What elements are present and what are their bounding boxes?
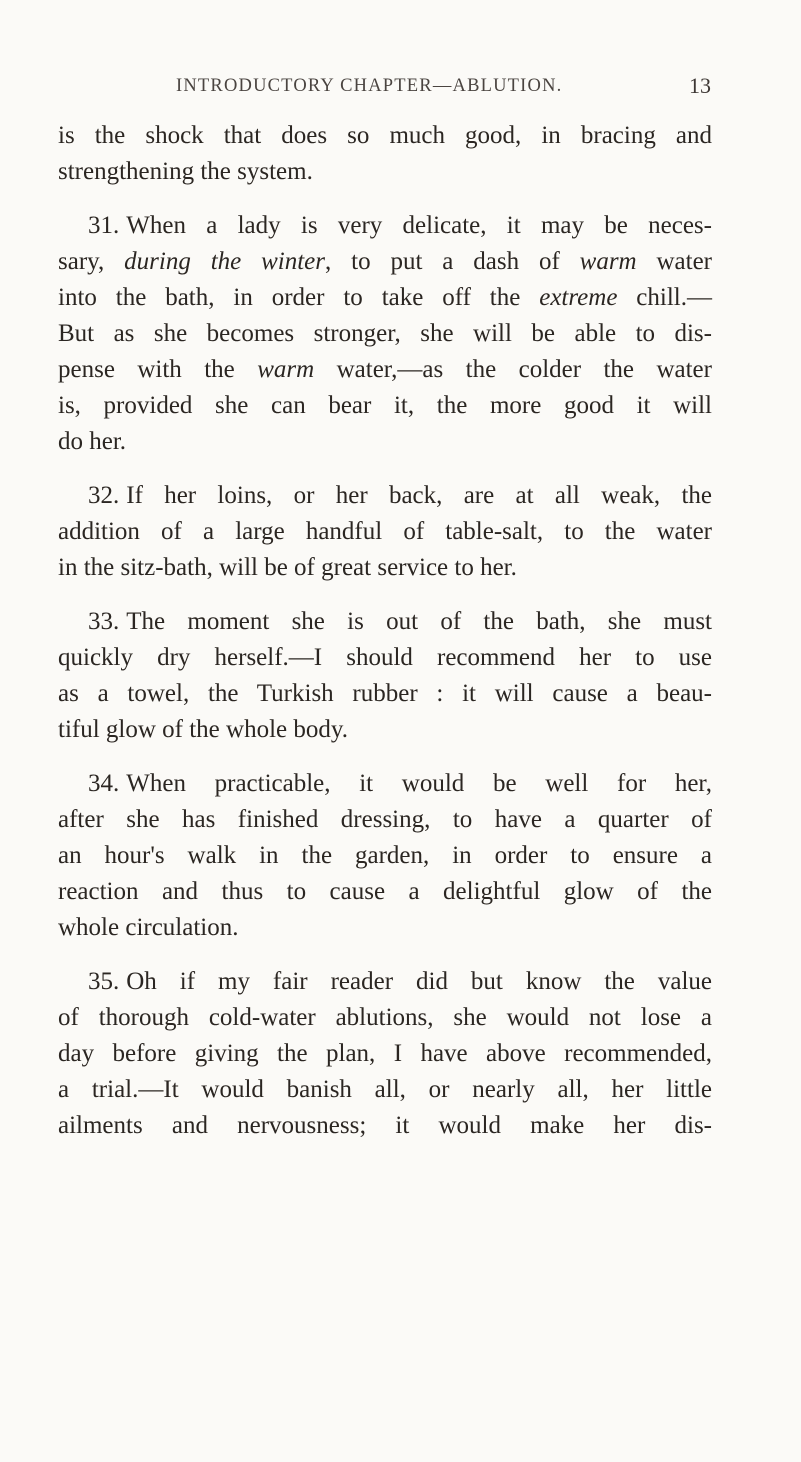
text-line: of thorough cold-water ablutions, she would not lose a [58,1004,712,1031]
text-line: ailments and nervousness; it would make her dis- [58,1112,712,1139]
paragraph-continuation [58,118,712,190]
running-head [0,73,801,106]
paragraph-31 [58,208,712,460]
paragraph-number: 33. [88,608,120,635]
text-line: addition of a large handful of table-salt, to the water [58,518,712,545]
text-line: whole circulation. [58,914,239,941]
text-line: an hour's walk in the garden, in order to ensure a [58,842,712,869]
text-line: 35. Oh if my fair reader did but know the value [88,968,712,995]
paragraph-32 [58,478,712,586]
text-line: 32. If her loins, or her back, are at all weak, the [88,482,712,509]
paragraph-number: 35. [88,968,120,995]
text-line: a trial.—It would banish all, or nearly all, her little [58,1076,712,1103]
text-line: day before giving the plan, I have above recommended, [58,1040,712,1067]
paragraph-33 [58,604,712,748]
running-title: INTRODUCTORY CHAPTER—ABLUTION. [176,76,563,96]
text-line: pense with the warm water,—as the colder the water [58,356,712,383]
paragraph-35 [58,964,712,1144]
text-line: sary, during the winter, to put a dash of warm water [58,248,712,275]
paragraph-number: 34. [88,770,120,797]
text-line: 33. The moment she is out of the bath, she must [88,608,712,635]
body-text [58,118,712,1144]
paragraph-34 [58,766,712,946]
text-line: do her. [58,428,127,455]
text-line: is the shock that does so much good, in bracing and [58,122,712,149]
text-line: into the bath, in order to take off the extreme chill.— [58,284,712,311]
text-line: tiful glow of the whole body. [58,716,349,743]
text-line: But as she becomes stronger, she will be able to dis- [58,320,712,347]
text-line: 31. When a lady is very delicate, it may be neces- [88,212,712,239]
text-line: as a towel, the Turkish rubber : it will cause a beau- [58,680,712,707]
text-line: 34. When practicable, it would be well for her, [88,770,712,797]
page-number: 13 [689,73,711,98]
text-line: after she has finished dressing, to have a quarter of [58,806,712,833]
text-line: strengthening the system. [58,158,313,185]
text-line: is, provided she can bear it, the more good it will [58,392,712,419]
paragraph-number: 32. [88,482,120,509]
text-line: quickly dry herself.—I should recommend her to use [58,644,712,671]
paragraph-number: 31. [88,212,120,239]
text-line: in the sitz-bath, will be of great service to her. [58,554,517,581]
text-line: reaction and thus to cause a delightful glow of the [58,878,712,905]
